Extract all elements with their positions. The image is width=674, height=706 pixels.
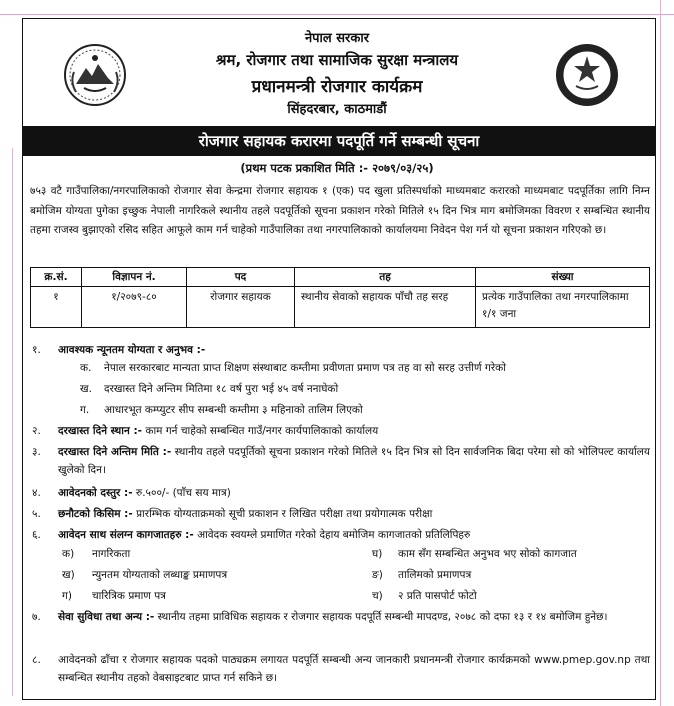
section-number: २. (32, 425, 41, 437)
page-edge-left (12, 148, 13, 696)
section-number: ३. (32, 446, 41, 458)
section-text: स्थानीय तहमा प्राविधिक सहायक र रोजगार सहायक पदपूर्ति सम्बन्धी मापदण्ड, २०७८ को दफा १३ र १४ बमोजिम हुनेछ। (157, 611, 608, 623)
intro-paragraph: ७५३ वटै गाउँपालिका/नगरपालिकाको रोजगार सेवा केन्द्रमा रोजगार सहायक १ (एक) पद खुला प्रतिस्पर्धाको माध्यमबाट करारको माध्यमबाट पदपूर्तिका लागि निम्न बमोजिम योग्यता पुगेका इच्छुक नेपाली नागरिकले स्थानीय तहले पदपूर्तिको सूचना प्रकाशन गरेको मितिले १५ दिन भित्र माग बमोजिमका विवरण र सम्बन्धित स्थानीय तहमा राजस्व बुझाएको रसिद सहित आफूले काम गर्न चाहेको गाउँपालिका तथा नगरपालिकाको कार्यालयमा निवेदन पेश गर्न यो सूचना प्रकाशन गरिएको छ। (30, 185, 650, 236)
section-text: आवेदक स्वयम्ले प्रमाणित गरेको देहाय बमोजिम कागजातको प्रतिलिपिहरु (197, 529, 471, 541)
header-government: नेपाल सरकार (304, 31, 370, 46)
col-header-count: संख्या (476, 268, 650, 287)
item-text: नागरिकता (92, 548, 131, 560)
item-text: तालिमको प्रमाणपत्र (398, 569, 472, 581)
item-number: च) (372, 590, 383, 602)
vacancy-table (30, 267, 650, 328)
item-text: नेपाल सरकारबाट मान्यता प्राप्त शिक्षण संस्थाबाट कम्तीमा प्रवीणता प्रमाण पत्र तह वा सो सरह उत्तीर्ण गरेको (104, 362, 506, 374)
item-number: क) (62, 548, 75, 560)
item-number: ग) (62, 590, 73, 602)
item-text: चारित्रिक प्रमाण पत्र (92, 590, 166, 602)
item-number: ङ) (372, 569, 383, 581)
notice-title-banner: रोजगार सहायक करारमा पदपूर्ति गर्ने सम्बन्धी सूचना (22, 126, 656, 156)
header-programme: प्रधानमन्त्री रोजगार कार्यक्रम (251, 77, 423, 97)
section-text: स्थानीय तहले पदपूर्तिको सूचना प्रकाशन गरेको मितिले १५ दिन भित्र सो दिन सार्वजनिक बिदा परेमा सो को भोलिपल्ट कार्यालय खुलेको दिन। (58, 446, 650, 476)
item-number: क. (80, 362, 92, 374)
col-header-level: तह (295, 268, 476, 287)
section-text: काम गर्न चाहेको सम्बन्धित गाउँ/नगर कार्यपालिकाको कार्यालय (145, 425, 379, 437)
cell-sn: १ (31, 287, 82, 328)
section-title: आवेदनको दस्तुर :- (58, 487, 133, 499)
section-text: रु.५००/- (पाँच सय मात्र) (135, 487, 231, 499)
item-text: आधारभूत कम्प्युटर सीप सम्बन्धी कम्तीमा ३ महिनाको तालिम लिएको (104, 404, 363, 416)
section-title: दरखास्त दिने स्थान :- (58, 425, 143, 437)
section-text: आवेदनको ढाँचा र रोजगार सहायक पदको पाठ्यक्रम लगायत पदपूर्ति सम्बन्धी अन्य जानकारी प्रधानमन्त्री रोजगार कार्यक्रमको www.pmep.gov.np तथा सम्बन्धित स्थानीय तहको वेबसाइटबाट प्राप्त गर्न सकिने छ। (58, 654, 650, 684)
item-text: दरखास्त दिने अन्तिम मितिमा १८ वर्ष पुरा भई ४५ वर्ष ननाघेको (104, 383, 339, 395)
table-header-row (31, 268, 650, 287)
section-number: १. (32, 344, 41, 356)
item-number: ख) (62, 569, 75, 581)
item-number: ग. (80, 404, 90, 416)
page-edge-top (0, 0, 674, 15)
publish-date-line: (प्रथम पटक प्रकाशित मिति :- २०७९/०३/२५) (240, 161, 434, 175)
header-ministry: श्रम, रोजगार तथा सामाजिक सुरक्षा मन्त्रालय (215, 51, 459, 69)
cell-post: रोजगार सहायक (187, 287, 295, 328)
col-header-ad-no: विज्ञापन नं. (82, 268, 187, 287)
item-number: ख. (80, 383, 92, 395)
col-header-sn: क्र.सं. (31, 268, 82, 287)
section-text: प्रारम्भिक योग्यताक्रमको सूची प्रकाशन र लिखित परीक्षा तथा प्रयोगात्मक परीक्षा (136, 508, 433, 520)
cell-count: प्रत्येक गाउँपालिका तथा नगरपालिकामा १/१ जना (476, 287, 650, 328)
table-row (31, 287, 650, 328)
header-location: सिंहदरबार, काठमाडौं (287, 102, 387, 117)
section-title: सेवा सुविधा तथा अन्य :- (58, 611, 155, 623)
section-number: ५. (32, 508, 41, 520)
section-title: आवश्यक न्यूनतम योग्यता र अनुभव :- (58, 344, 206, 356)
section-number: ७. (32, 611, 41, 623)
col-header-post: पद (187, 268, 295, 287)
section-number: ४. (32, 487, 41, 499)
section-title: छनौटको किसिम :- (58, 508, 133, 520)
section-number: ६. (32, 529, 41, 541)
cell-ad-no: १/२०७९-८० (82, 287, 187, 328)
item-number: घ) (372, 548, 383, 560)
section-title: दरखास्त दिने अन्तिम मिति :- (58, 446, 172, 458)
item-text: न्युनतम योग्यताको लब्धाङ्क प्रमाणपत्र (92, 569, 228, 581)
section-title: आवेदन साथ संलग्न कागजातहरु :- (58, 529, 194, 541)
item-text: २ प्रति पासपोर्ट फोटो (398, 590, 477, 602)
section-number: ८. (32, 654, 41, 666)
item-text: काम सँग सम्बन्धित अनुभव भए सोको कागजात (398, 548, 577, 560)
cell-level: स्थानीय सेवाको सहायक पाँचौ तह सरह (295, 287, 476, 328)
